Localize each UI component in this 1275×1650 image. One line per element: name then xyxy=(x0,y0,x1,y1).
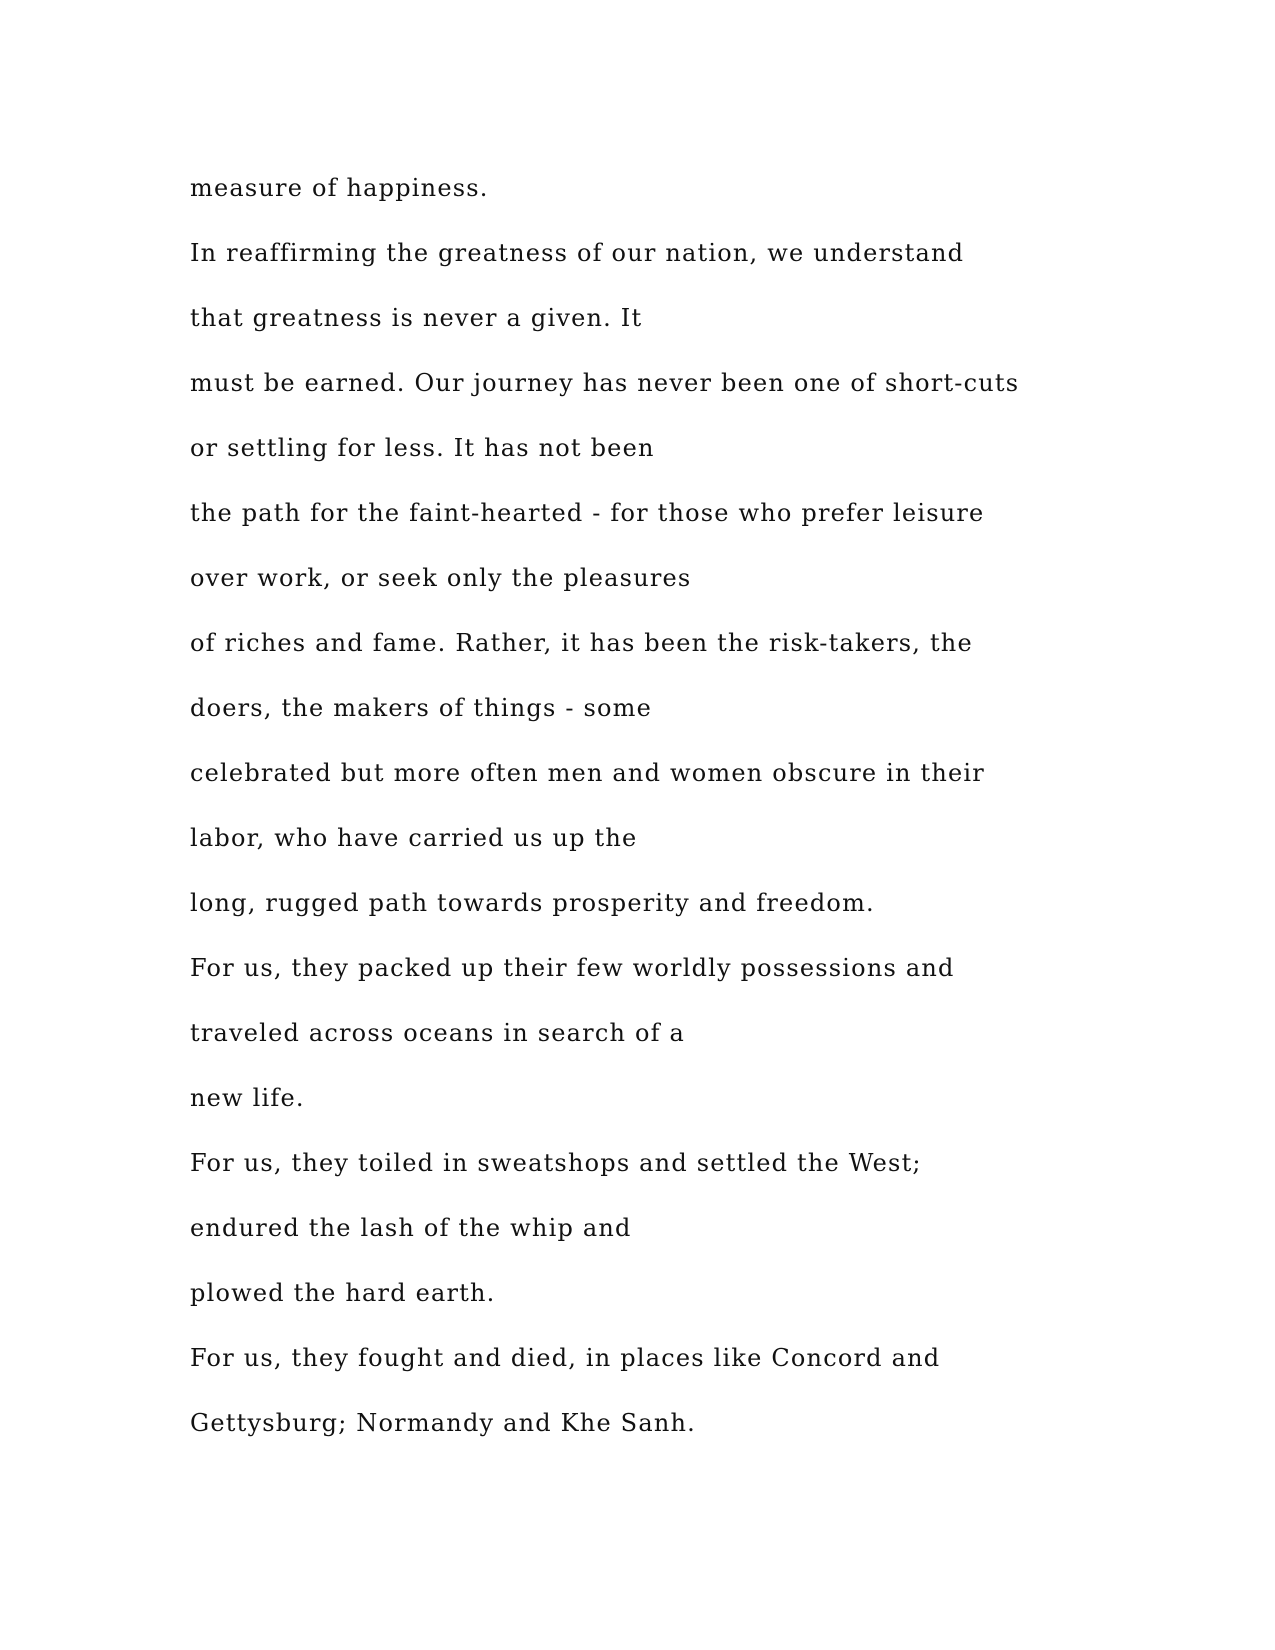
text-line: measure of happiness. xyxy=(190,174,489,202)
text-line: long, rugged path towards prosperity and freedom. xyxy=(190,889,875,917)
text-line: celebrated but more often men and women obscure in their xyxy=(190,759,985,787)
text-line: new life. xyxy=(190,1084,305,1112)
text-line: In reaffirming the greatness of our nation, we understand xyxy=(190,239,965,267)
text-line: that greatness is never a given. It xyxy=(190,304,643,332)
text-line: over work, or seek only the pleasures xyxy=(190,564,692,592)
text-line: For us, they packed up their few worldly possessions and xyxy=(190,954,955,982)
text-line: endured the lash of the whip and xyxy=(190,1214,632,1242)
text-line: the path for the faint-hearted - for those who prefer leisure xyxy=(190,499,985,527)
text-line: labor, who have carried us up the xyxy=(190,824,638,852)
text-line: For us, they fought and died, in places like Concord and xyxy=(190,1344,941,1372)
text-line: For us, they toiled in sweatshops and settled the West; xyxy=(190,1149,922,1177)
text-line: doers, the makers of things - some xyxy=(190,694,652,722)
text-line: or settling for less. It has not been xyxy=(190,434,655,462)
text-line: traveled across oceans in search of a xyxy=(190,1019,686,1047)
text-line: must be earned. Our journey has never been one of short-cuts xyxy=(190,369,1020,397)
text-line: of riches and fame. Rather, it has been the risk-takers, the xyxy=(190,629,973,657)
text-line: Gettysburg; Normandy and Khe Sanh. xyxy=(190,1409,696,1437)
document-text-body xyxy=(190,170,1150,1470)
text-line: plowed the hard earth. xyxy=(190,1279,496,1307)
